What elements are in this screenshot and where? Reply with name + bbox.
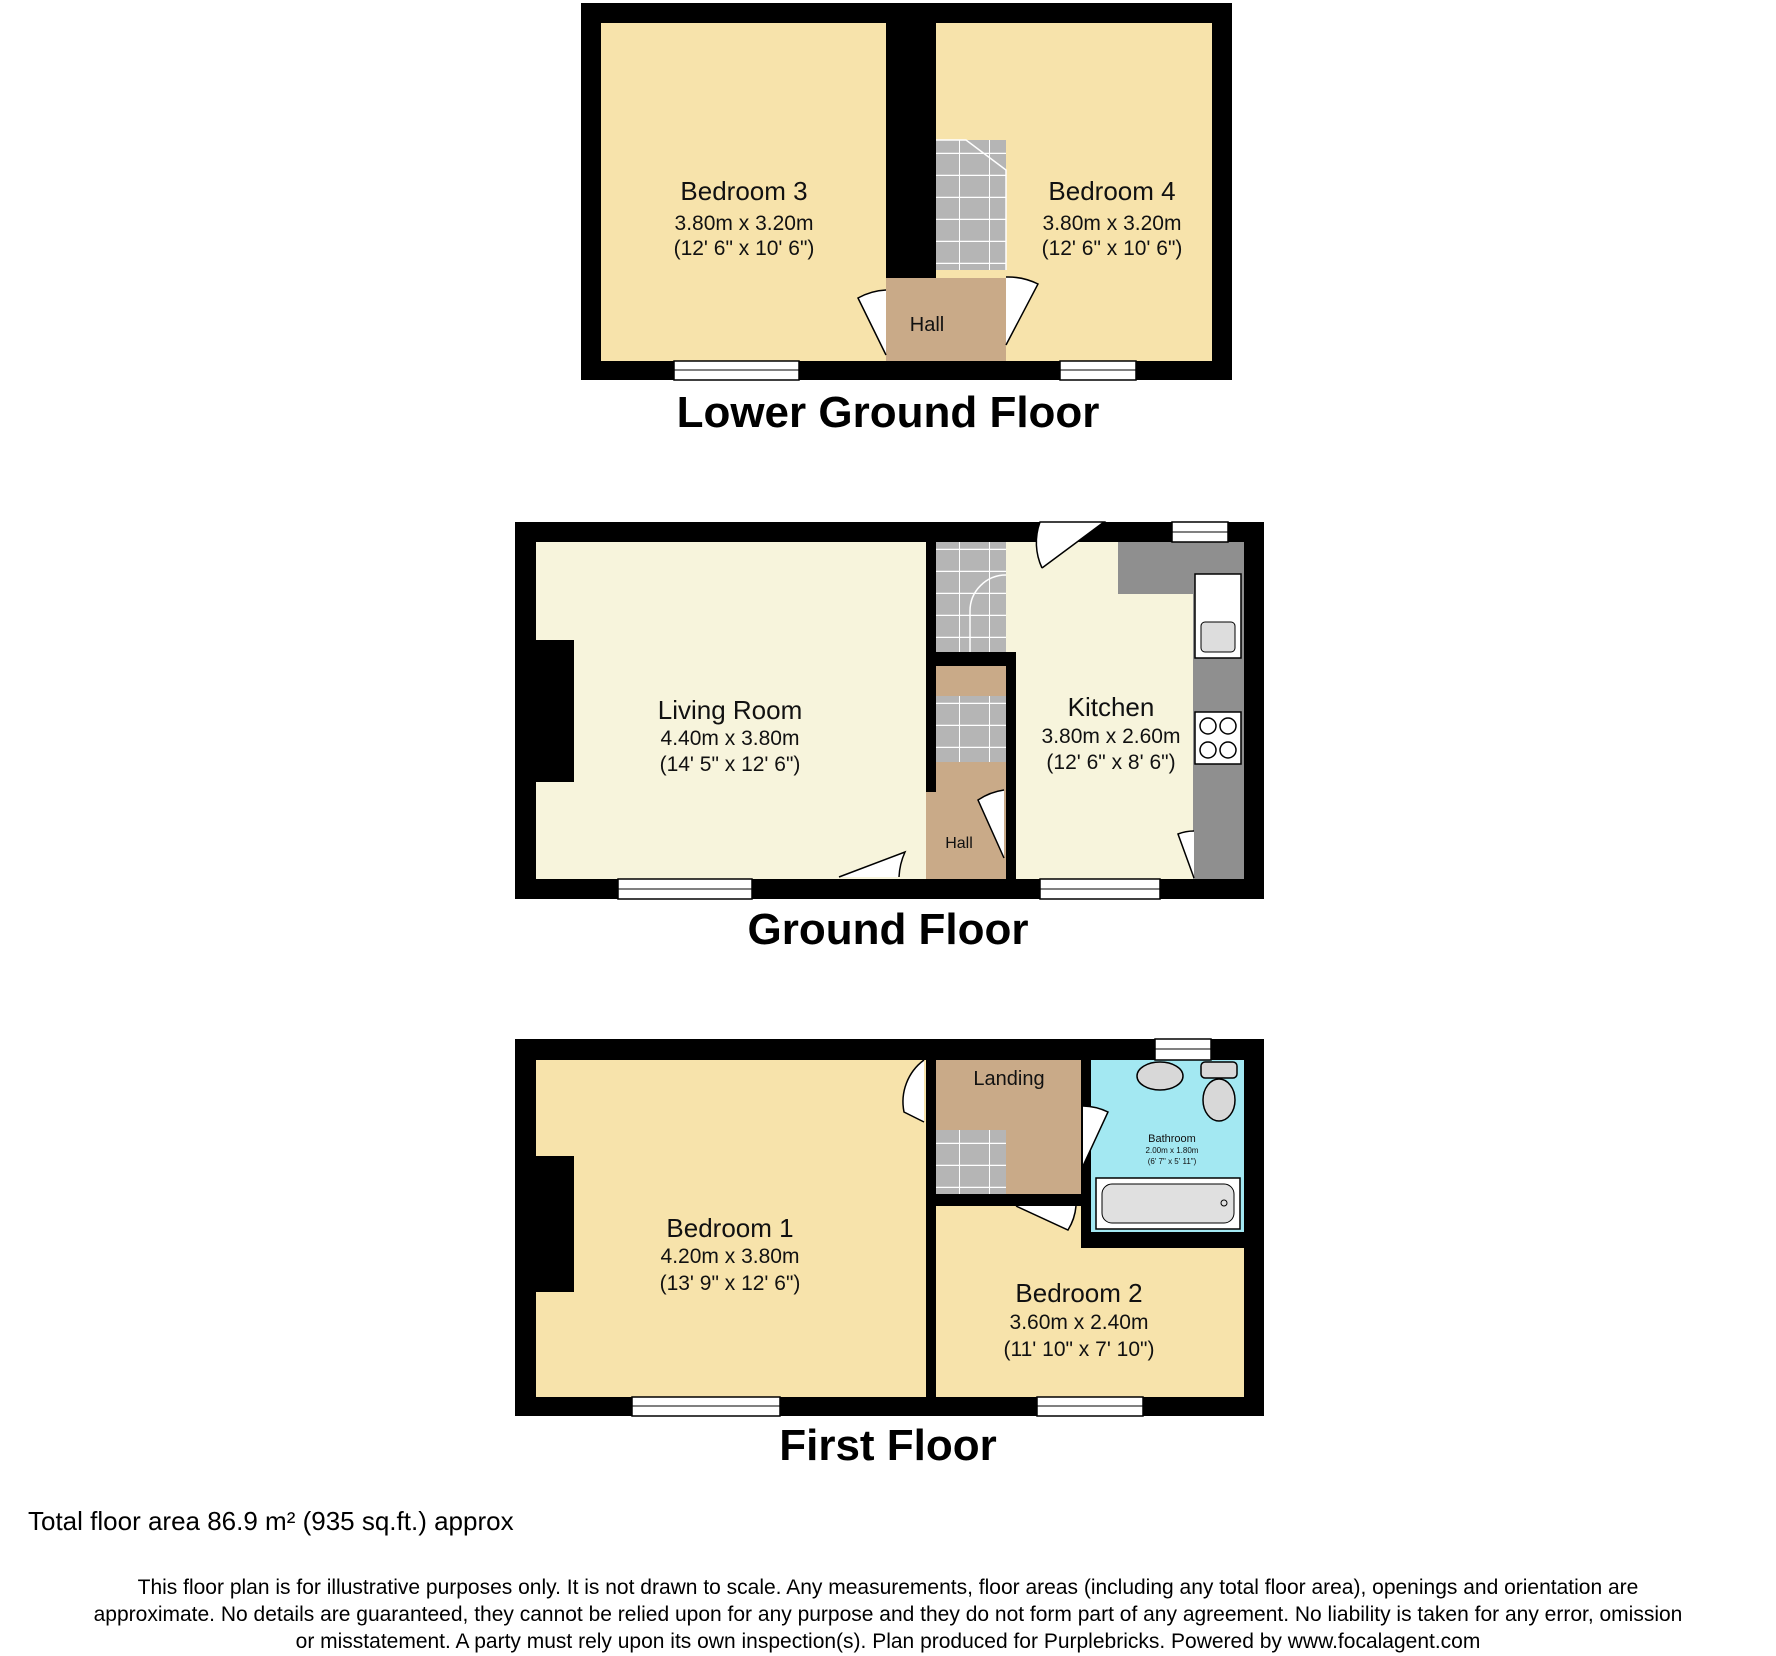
living-room-imperial: (14' 5" x 12' 6") (659, 753, 801, 776)
stair-wall (896, 23, 936, 143)
kitchen-metric: 3.80m x 2.60m (1041, 725, 1181, 748)
bedroom-3-metric: 3.80m x 3.20m (674, 212, 814, 235)
lower-hall-label: Hall (909, 314, 945, 336)
bedroom-1-label: Bedroom 1 (666, 1213, 794, 1243)
first-floor (515, 1039, 1264, 1470)
bathroom-wall (1081, 1232, 1244, 1248)
lower-ground-floor (581, 3, 1232, 437)
ground-floor-title: Ground Floor (747, 905, 1029, 954)
window (1037, 1397, 1143, 1416)
lower-hall-floor (886, 278, 1006, 361)
disclaimer-line: or misstatement. A party must rely upon its own inspection(s). Plan produced for Purplebricks. Powered by www.focalagent.com (295, 1630, 1481, 1653)
bedroom-2-metric: 3.60m x 2.40m (1009, 1311, 1149, 1334)
window (1155, 1039, 1211, 1060)
hall-wall (1006, 656, 1016, 880)
window (1040, 879, 1160, 899)
landing-label: Landing (973, 1068, 1045, 1090)
stair-landing (936, 666, 1006, 696)
bedroom-2-label: Bedroom 2 (1015, 1278, 1143, 1308)
kitchen-label: Kitchen (1067, 692, 1155, 722)
total-floor-area: Total floor area 86.9 m² (935 sq.ft.) approx (28, 1506, 514, 1536)
chimney-breast (536, 640, 574, 782)
bedroom-4-label: Bedroom 4 (1048, 176, 1176, 206)
ground-hall-label: Hall (945, 835, 973, 852)
disclaimer (0, 1574, 1776, 1655)
lower-stairs (936, 140, 1006, 270)
hob-icon (1195, 712, 1241, 764)
bedroom-3-imperial: (12' 6" x 10' 6") (673, 237, 815, 260)
bedroom-wall (926, 1060, 936, 1397)
hall-wall (926, 652, 1016, 666)
hall-wall (926, 542, 936, 792)
living-room-metric: 4.40m x 3.80m (660, 727, 800, 750)
chimney-breast (536, 1156, 574, 1292)
bedroom-1-imperial: (13' 9" x 12' 6") (659, 1272, 801, 1295)
bedroom-4-metric: 3.80m x 3.20m (1042, 212, 1182, 235)
landing-wall (936, 1194, 1081, 1206)
bedroom-2-imperial: (11' 10" x 7' 10") (1003, 1338, 1155, 1361)
first-stairs (936, 1130, 1006, 1194)
disclaimer-line: approximate. No details are guaranteed, they cannot be relied upon for any purpose and they do not form part of any agreement. No liability is taken for any error, omission (93, 1603, 1683, 1626)
window (618, 879, 752, 899)
ground-upper-stairs (936, 542, 1006, 652)
lower-ground-floor-title: Lower Ground Floor (676, 388, 1100, 437)
window (1172, 522, 1228, 542)
bathroom-label: Bathroom (1148, 1133, 1196, 1145)
kitchen-imperial: (12' 6" x 8' 6") (1046, 751, 1176, 774)
window (632, 1397, 780, 1416)
bath-icon (1096, 1178, 1240, 1229)
toilet-icon (1201, 1062, 1237, 1121)
disclaimer-line: This floor plan is for illustrative purposes only. It is not drawn to scale. Any measurements, floor areas (including any total floor area), openings and orientation are (137, 1576, 1639, 1599)
basin-icon (1137, 1062, 1183, 1090)
sink-bowl (1201, 622, 1235, 652)
bedroom-1-metric: 4.20m x 3.80m (660, 1245, 800, 1268)
bedroom-4-imperial: (12' 6" x 10' 6") (1041, 237, 1183, 260)
bathroom-metric: 2.00m x 1.80m (1145, 1146, 1199, 1155)
window (1060, 361, 1136, 380)
first-floor-title: First Floor (779, 1421, 997, 1470)
living-room-label: Living Room (657, 695, 803, 725)
window (674, 361, 799, 380)
bedroom-3-label: Bedroom 3 (680, 176, 808, 206)
bathroom-imperial: (6' 7" x 5' 11") (1147, 1157, 1197, 1166)
ground-floor (515, 522, 1264, 954)
